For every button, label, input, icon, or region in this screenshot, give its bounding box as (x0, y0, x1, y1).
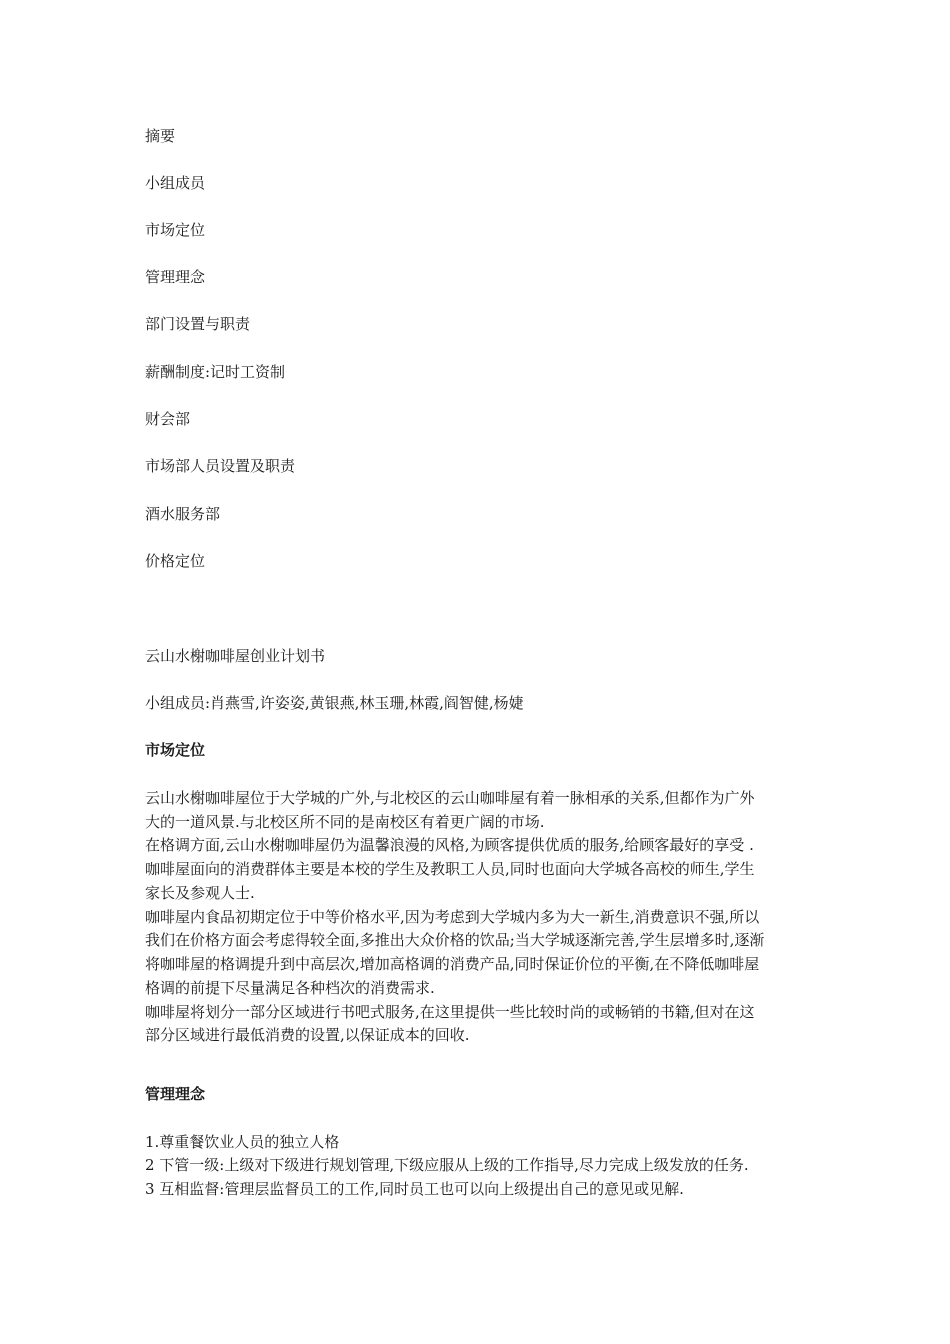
market-paragraph-line: 格调的前提下尽量满足各种档次的消费需求. (145, 979, 435, 997)
management-item: 3 互相监督:管理层监督员工的工作,同时员工也可以向上级提出自己的意见或见解. (145, 1180, 684, 1198)
market-heading: 市场定位 (145, 741, 206, 759)
toc-item-summary: 摘要 (145, 127, 176, 145)
toc-item-members: 小组成员 (145, 174, 206, 192)
market-paragraph-line: 大的一道风景.与北校区所不同的是南校区有着更广阔的市场. (145, 813, 545, 831)
management-item: 1.尊重餐饮业人员的独立人格 (145, 1133, 340, 1151)
market-paragraph-line: 咖啡屋面向的消费群体主要是本校的学生及教职工人员,同时也面向大学城各高校的师生,学生 (145, 860, 755, 878)
market-paragraph-line: 家长及参观人士. (145, 884, 255, 902)
management-item: 2 下管一级:上级对下级进行规划管理,下级应服从上级的工作指导,尽力完成上级发放的任务. (145, 1156, 749, 1174)
management-heading: 管理理念 (145, 1085, 206, 1103)
toc-item-departments: 部门设置与职责 (145, 315, 251, 333)
market-paragraph-line: 咖啡屋内食品初期定位于中等价格水平,因为考虑到大学城内多为大一新生,消费意识不强,所以 (145, 908, 760, 926)
market-paragraph-line: 在格调方面,云山水榭咖啡屋仍为温馨浪漫的风格,为顾客提供优质的服务,给顾客最好的享受 . (145, 836, 754, 854)
market-paragraph-line: 将咖啡屋的格调提升到中高层次,增加高格调的消费产品,同时保证价位的平衡,在不降低咖啡屋 (145, 955, 760, 973)
toc-item-management: 管理理念 (145, 268, 206, 286)
toc-item-salary: 薪酬制度:记时工资制 (145, 363, 286, 381)
toc-item-marketing-staff: 市场部人员设置及职责 (145, 457, 296, 475)
members-line: 小组成员:肖燕雪,许姿姿,黄银燕,林玉珊,林霞,阎智健,杨婕 (145, 694, 524, 712)
toc-item-pricing: 价格定位 (145, 552, 206, 570)
market-paragraph-line: 云山水榭咖啡屋位于大学城的广外,与北校区的云山咖啡屋有着一脉相承的关系,但都作为广外 (145, 789, 755, 807)
market-paragraph-line: 咖啡屋将划分一部分区域进行书吧式服务,在这里提供一些比较时尚的或畅销的书籍,但对在这 (145, 1003, 755, 1021)
toc-item-beverage: 酒水服务部 (145, 505, 221, 523)
document-title: 云山水榭咖啡屋创业计划书 (145, 647, 326, 665)
market-paragraph-line: 部分区域进行最低消费的设置,以保证成本的回收. (145, 1026, 470, 1044)
toc-item-market: 市场定位 (145, 221, 206, 239)
toc-item-finance: 财会部 (145, 410, 191, 428)
market-paragraph-line: 我们在价格方面会考虑得较全面,多推出大众价格的饮品;当大学城逐渐完善,学生层增多时,逐渐 (145, 931, 765, 949)
